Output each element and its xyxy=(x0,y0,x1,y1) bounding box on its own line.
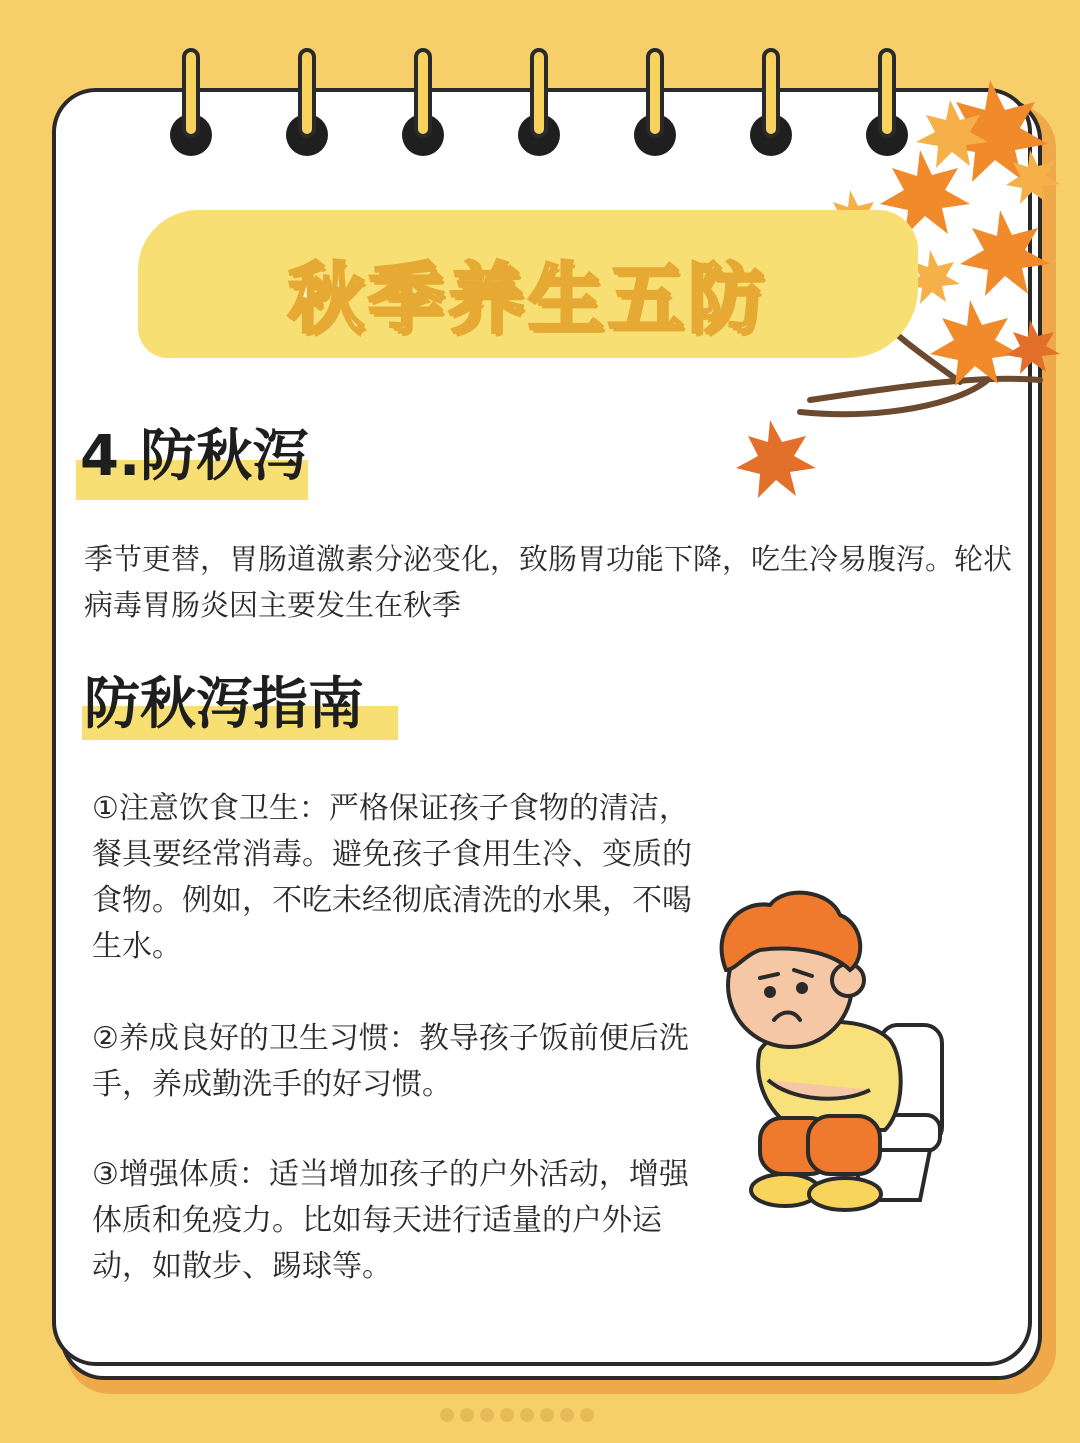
boy-on-toilet-icon xyxy=(690,880,960,1230)
binder-ring-icon xyxy=(518,48,564,160)
binder-ring-icon xyxy=(402,48,448,160)
guide-tip-3: ③增强体质：适当增加孩子的户外活动，增强体质和免疫力。比如每天进行适量的户外运动，如散步、踢球等。 xyxy=(92,1157,689,1284)
guide-tip-1: ①注意饮食卫生：严格保证孩子食物的清洁，餐具要经常消毒。避免孩子食用生冷、变质的食物。例如，不吃未经彻底清洗的水果，不喝生水。 xyxy=(92,791,692,964)
page-title: 秋季养生五防 xyxy=(288,254,768,343)
binder-ring-icon xyxy=(634,48,680,160)
section-heading: 4.防秋泻 xyxy=(80,424,309,489)
binder-ring-icon xyxy=(170,48,216,160)
guide-tip-2: ②养成良好的卫生习惯：教导孩子饭前便后洗手，养成勤洗手的好习惯。 xyxy=(92,1021,689,1102)
watermark-dots xyxy=(440,1408,640,1430)
guide-heading: 防秋泻指南 xyxy=(84,672,364,737)
section-intro: 季节更替，胃肠道激素分泌变化，致肠胃功能下降，吃生冷易腹泻。轮状病毒胃肠炎因主要发生在秋季 xyxy=(84,542,1013,622)
binder-ring-icon xyxy=(286,48,332,160)
